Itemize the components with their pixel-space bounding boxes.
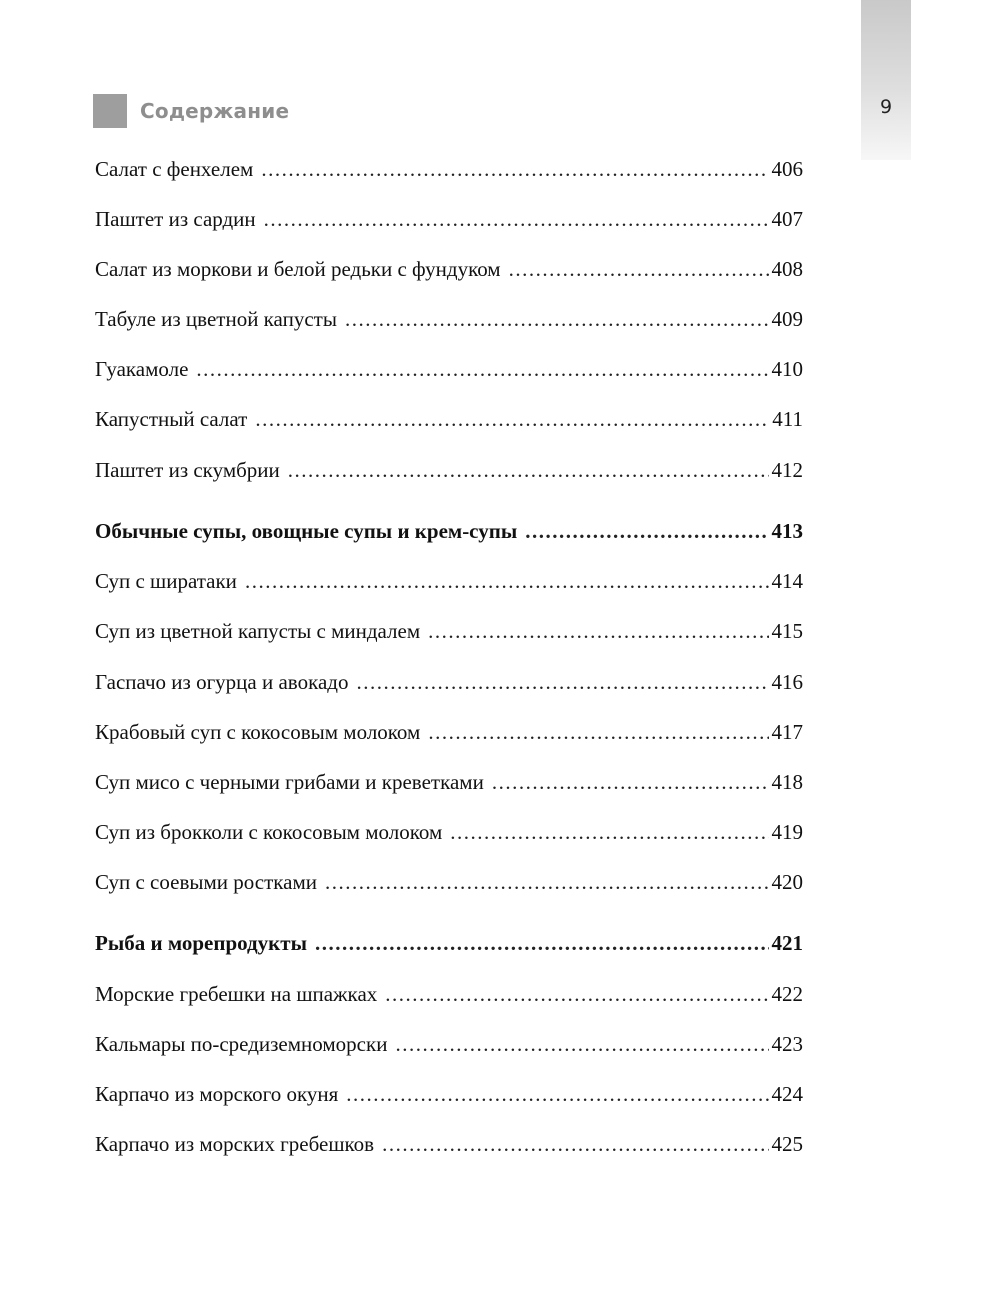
toc-entry-title: Суп с ширатаки bbox=[95, 569, 237, 593]
toc-entry-title: Суп из цветной капусты с миндалем bbox=[95, 619, 421, 643]
toc-entry[interactable] bbox=[95, 1079, 803, 1109]
toc-leader-dots bbox=[492, 767, 769, 797]
toc-leader-dots bbox=[382, 1129, 768, 1159]
toc-section-entry[interactable] bbox=[95, 516, 803, 546]
toc-entry-page: 407 bbox=[771, 207, 803, 231]
toc-entry-title: Кальмары по-средиземноморски bbox=[95, 1032, 388, 1056]
toc-entry-title: Карпачо из морского окуня bbox=[95, 1082, 339, 1106]
toc-entry[interactable] bbox=[95, 979, 803, 1009]
toc-section-title: Рыба и морепродукты bbox=[95, 931, 307, 955]
toc-entry-title: Суп мисо с черными грибами и креветками bbox=[95, 770, 484, 794]
toc-entry-title: Суп с соевыми ростками bbox=[95, 870, 317, 894]
toc-entry-title: Гуакамоле bbox=[95, 357, 189, 381]
toc-entry-title: Паштет из скумбрии bbox=[95, 458, 280, 482]
toc-entry-title: Капустный салат bbox=[95, 407, 248, 431]
toc-entry[interactable] bbox=[95, 1029, 803, 1059]
toc-entry[interactable] bbox=[95, 767, 803, 797]
toc-entry-page: 424 bbox=[771, 1082, 803, 1106]
toc-entry-page: 415 bbox=[771, 619, 803, 643]
toc-leader-dots bbox=[264, 204, 769, 234]
toc-entry-page: 423 bbox=[771, 1032, 803, 1056]
header-square-icon bbox=[93, 94, 127, 128]
toc-leader-dots bbox=[325, 867, 769, 897]
toc-entry[interactable] bbox=[95, 404, 803, 434]
toc-entry-title: Морские гребешки на шпажках bbox=[95, 982, 378, 1006]
toc-entry[interactable] bbox=[95, 154, 803, 184]
toc-leader-dots bbox=[428, 616, 768, 646]
page-corner-tab bbox=[861, 0, 911, 160]
toc-entry-page: 410 bbox=[771, 357, 803, 381]
toc-leader-dots bbox=[428, 717, 768, 747]
toc-entry[interactable] bbox=[95, 455, 803, 485]
toc-entry-page: 408 bbox=[771, 257, 803, 281]
toc-entry-page: 406 bbox=[771, 157, 803, 181]
toc-leader-dots bbox=[288, 455, 769, 485]
toc-entry[interactable] bbox=[95, 717, 803, 747]
toc-leader-dots bbox=[196, 354, 768, 384]
toc-leader-dots bbox=[509, 254, 769, 284]
toc-entry-title: Табуле из цветной капусты bbox=[95, 307, 337, 331]
toc-leader-dots bbox=[450, 817, 768, 847]
toc-entry-title: Карпачо из морских гребешков bbox=[95, 1132, 375, 1156]
toc-leader-dots bbox=[345, 304, 769, 334]
toc-entry-page: 409 bbox=[771, 307, 803, 331]
toc-entry-title: Паштет из сардин bbox=[95, 207, 256, 231]
toc-entry-title: Крабовый суп с кокосовым молоком bbox=[95, 720, 421, 744]
toc-entry[interactable] bbox=[95, 867, 803, 897]
toc-leader-dots bbox=[395, 1029, 768, 1059]
toc-entry-page: 417 bbox=[771, 720, 803, 744]
toc-section-entry[interactable] bbox=[95, 928, 803, 958]
section-header bbox=[93, 94, 289, 128]
toc-entry[interactable] bbox=[95, 616, 803, 646]
toc-entry[interactable] bbox=[95, 304, 803, 334]
toc-entry-page: 419 bbox=[771, 820, 803, 844]
toc-leader-dots bbox=[525, 516, 768, 546]
toc-entry[interactable] bbox=[95, 204, 803, 234]
toc-entry-page: 418 bbox=[771, 770, 803, 794]
toc-section-title: Обычные супы, овощные супы и крем-супы bbox=[95, 519, 518, 543]
toc-entry[interactable] bbox=[95, 254, 803, 284]
toc-entry[interactable] bbox=[95, 817, 803, 847]
toc-entry-page: 411 bbox=[772, 407, 803, 431]
toc-entry-page: 416 bbox=[771, 670, 803, 694]
toc-section-page: 421 bbox=[771, 931, 803, 955]
toc-entry-title: Гаспачо из огурца и авокадо bbox=[95, 670, 349, 694]
toc-entry-page: 420 bbox=[771, 870, 803, 894]
toc-leader-dots bbox=[255, 404, 769, 434]
toc-entry-page: 422 bbox=[771, 982, 803, 1006]
toc-section-page: 413 bbox=[771, 519, 803, 543]
toc-entry-page: 425 bbox=[771, 1132, 803, 1156]
toc-leader-dots bbox=[245, 566, 769, 596]
toc-entry-page: 412 bbox=[771, 458, 803, 482]
toc-entry-title: Салат с фенхелем bbox=[95, 157, 254, 181]
toc-leader-dots bbox=[385, 979, 768, 1009]
toc-leader-dots bbox=[346, 1079, 768, 1109]
toc-entry-title: Суп из брокколи с кокосовым молоком bbox=[95, 820, 443, 844]
toc-entry-page: 414 bbox=[771, 569, 803, 593]
toc-leader-dots bbox=[356, 667, 768, 697]
toc-entry-title: Салат из моркови и белой редьки с фундуком bbox=[95, 257, 501, 281]
toc-leader-dots bbox=[315, 928, 769, 958]
page-number: 9 bbox=[879, 96, 893, 118]
toc-entry[interactable] bbox=[95, 667, 803, 697]
page-title: Содержание bbox=[140, 99, 290, 123]
toc-entry[interactable] bbox=[95, 566, 803, 596]
toc-leader-dots bbox=[261, 154, 768, 184]
toc-entry[interactable] bbox=[95, 354, 803, 384]
toc-entry[interactable] bbox=[95, 1129, 803, 1159]
